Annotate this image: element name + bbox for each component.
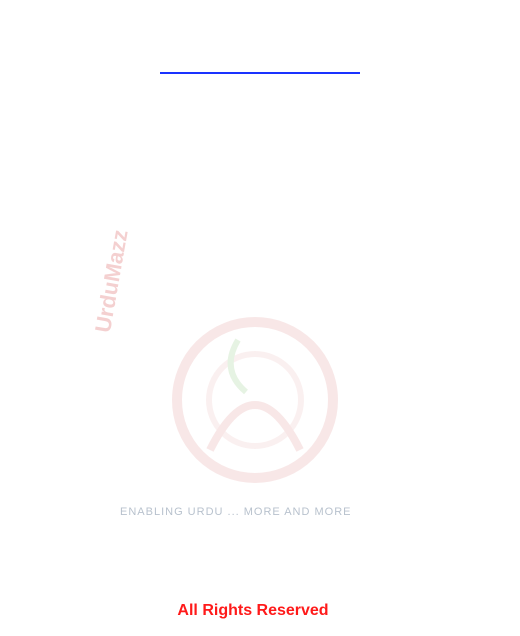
watermark-tagline: ENABLING URDU ... MORE AND MORE: [120, 506, 352, 518]
headline-wrapper: [12, 50, 508, 78]
footer: [12, 600, 508, 622]
rights-reserved-text: All Rights Reserved: [177, 602, 329, 619]
watermark-url: UrduMazz: [90, 227, 133, 335]
article-title: [12, 10, 508, 40]
article-headline: [160, 50, 360, 74]
